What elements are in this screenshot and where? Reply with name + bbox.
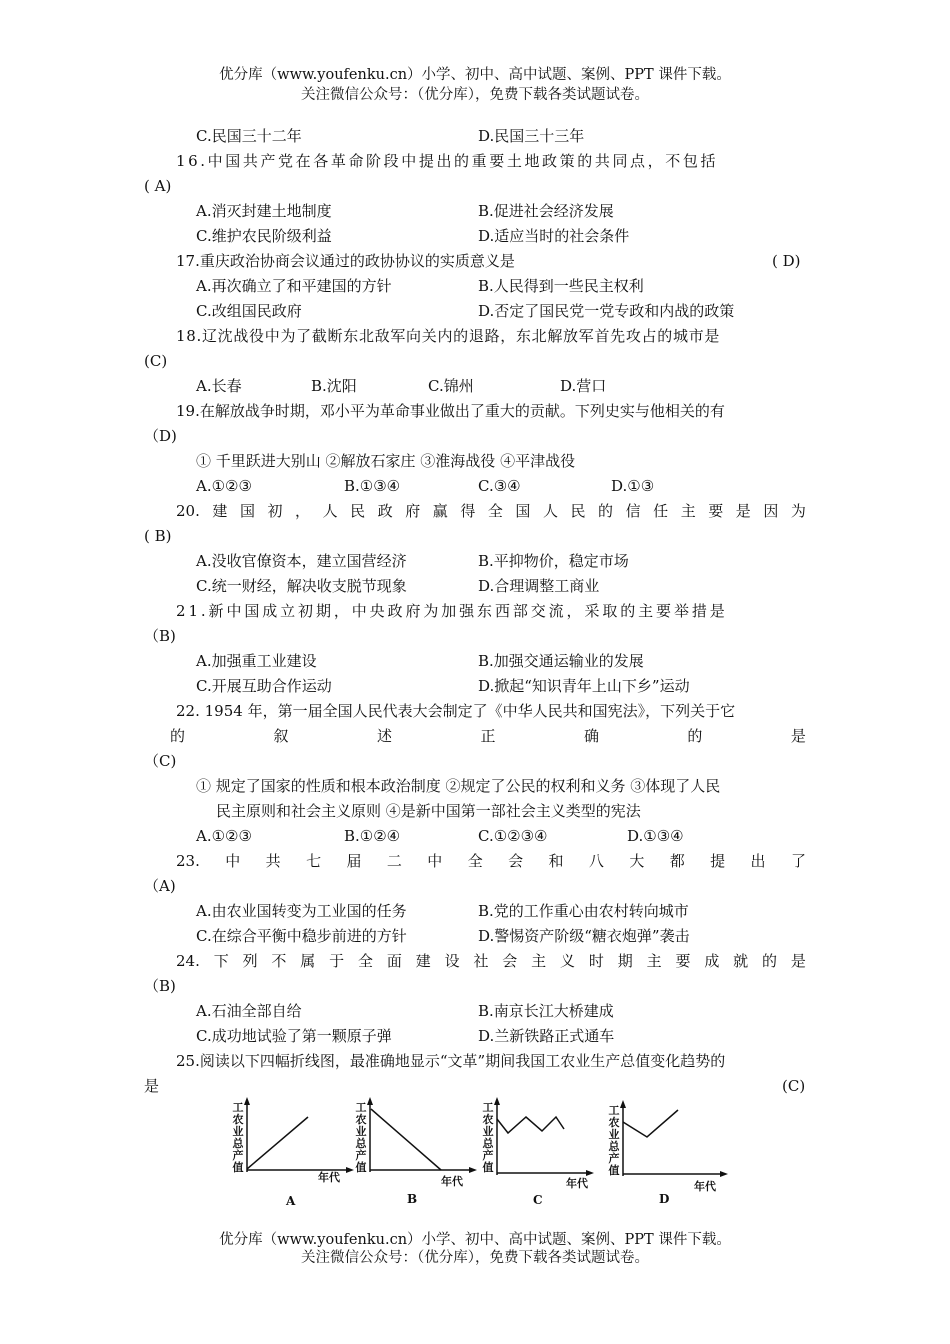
q25-stem: 25.阅读以下四幅折线图，最准确地显示“文革”期间我国工农业生产总值变化趋势的 <box>176 1052 726 1070</box>
q22-items-2: 民主原则和社会主义原则 ④是新中国第一部社会主义类型的宪法 <box>216 802 641 820</box>
graph-c-line <box>497 1117 564 1133</box>
q22-option-c: C.①②③④ <box>478 827 548 845</box>
q19-option-c: C.③④ <box>478 477 521 495</box>
q20-option-a: A.没收官僚资本，建立国营经济 <box>196 552 407 570</box>
q22-option-d: D.①③④ <box>627 827 684 845</box>
q18-option-d: D.营口 <box>560 377 607 395</box>
q20-option-d: D.合理调整工商业 <box>478 577 600 595</box>
q22-items-1: ① 规定了国家的性质和根本政治制度 ②规定了公民的权利和义务 ③体现了人民 <box>196 777 721 795</box>
graph-d-xlabel: 年代 <box>694 1180 716 1193</box>
q23-option-c: C.在综合平衡中稳步前进的方针 <box>196 927 407 945</box>
q22-stem-line2: 的 叙 述 正 确 的 是 <box>170 727 806 745</box>
q16-option-c: C.维护农民阶级利益 <box>196 227 332 245</box>
q24-option-a: A.石油全部自给 <box>196 1002 302 1020</box>
graph-a-xlabel: 年代 <box>318 1171 340 1184</box>
q21-answer: （B) <box>144 627 176 645</box>
q23-stem: 23. 中 共 七 届 二 中 全 会 和 八 大 都 提 出 了 <box>176 852 806 870</box>
q19-stem: 19.在解放战争时期，邓小平为革命事业做出了重大的贡献。下列史实与他相关的有 <box>176 402 725 420</box>
q18-answer: (C) <box>144 352 168 370</box>
q22-option-b: B.①②④ <box>344 827 401 845</box>
q21-option-c: C.开展互助合作运动 <box>196 677 332 695</box>
q22-stem: 22. 1954 年，第一届全国人民代表大会制定了《中华人民共和国宪法》，下列关于它 <box>176 702 736 720</box>
q20-answer: ( B) <box>144 527 172 545</box>
q16-answer: ( A) <box>144 177 172 195</box>
q17-option-d: D.否定了国民党一党专政和内战的政策 <box>478 302 735 320</box>
graph-d-label: D <box>659 1192 670 1206</box>
q24-stem: 24. 下 列 不 属 于 全 面 建 设 社 会 主 义 时 期 主 要 成 就 的 是 <box>176 952 806 970</box>
q20-stem: 20. 建 国 初 ， 人 民 政 府 赢 得 全 国 人 民 的 信 任 主 要 是 因 为 <box>176 502 806 520</box>
q21-option-b: B.加强交通运输业的发展 <box>478 652 644 670</box>
graph-a-label: A <box>286 1194 296 1208</box>
q20-option-b: B.平抑物价，稳定市场 <box>478 552 629 570</box>
q18-option-a: A.长春 <box>196 377 242 395</box>
q24-option-c: C.成功地试验了第一颗原子弹 <box>196 1027 392 1045</box>
graph-a-ylabel: 工农业总产值 <box>232 1101 244 1174</box>
q17-option-a: A.再次确立了和平建国的方针 <box>196 277 392 295</box>
graph-d <box>606 1100 756 1216</box>
header-line-1: 优分库（www.youfenku.cn）小学、初中、高中试题、案例、PPT 课件下载。 <box>219 67 731 83</box>
q18-option-c: C.锦州 <box>428 377 474 395</box>
footer-line-2: 关注微信公众号：（优分库），免费下载各类试题试卷。 <box>301 1250 649 1266</box>
q23-option-d: D.警惕资产阶级“糖衣炮弹”袭击 <box>478 927 690 945</box>
q19-option-a: A.①②③ <box>196 477 252 495</box>
q21-stem: 21.新中国成立初期，中央政府为加强东西部交流，采取的主要举措是 <box>176 602 728 620</box>
q24-option-d: D.兰新铁路正式通车 <box>478 1027 615 1045</box>
graph-b-xlabel: 年代 <box>441 1175 463 1188</box>
q23-option-a: A.由农业国转变为工业国的任务 <box>196 902 407 920</box>
q24-option-b: B.南京长江大桥建成 <box>478 1002 614 1020</box>
q17-option-c: C.改组国民政府 <box>196 302 302 320</box>
q16-stem: 16.中国共产党在各革命阶段中提出的重要土地政策的共同点，不包括 <box>176 152 719 170</box>
header-line-2: 关注微信公众号：（优分库），免费下载各类试题试卷。 <box>301 87 649 103</box>
q22-option-a: A.①②③ <box>196 827 252 845</box>
q24-answer: （B) <box>144 977 176 995</box>
graph-c-label: C <box>533 1193 543 1207</box>
q18-stem: 18.辽沈战役中为了截断东北敌军向关内的退路，东北解放军首先攻占的城市是 <box>176 327 721 345</box>
q19-items: ① 千里跃进大别山 ②解放石家庄 ③淮海战役 ④平津战役 <box>196 452 576 470</box>
graph-b-label: B <box>407 1192 418 1206</box>
q15-option-c: C.民国三十二年 <box>196 127 302 145</box>
q17-option-b: B.人民得到一些民主权利 <box>478 277 644 295</box>
graph-d-line <box>623 1110 678 1137</box>
q17-stem: 17.重庆政治协商会议通过的政协协议的实质意义是 <box>176 252 515 270</box>
q25-stem-line2: 是 <box>144 1077 160 1095</box>
q15-option-d: D.民国三十三年 <box>478 127 585 145</box>
q23-answer: （A) <box>144 877 176 895</box>
q19-option-d: D.①③ <box>611 477 655 495</box>
q23-option-b: B.党的工作重心由农村转向城市 <box>478 902 689 920</box>
graph-b-ylabel: 工农业总产值 <box>355 1101 367 1174</box>
graph-b-line <box>371 1109 441 1170</box>
q21-option-a: A.加强重工业建设 <box>196 652 317 670</box>
q22-answer: （C) <box>144 752 177 770</box>
q25-answer: (C) <box>782 1077 806 1095</box>
q18-option-b: B.沈阳 <box>311 377 357 395</box>
graph-a-line <box>247 1117 308 1169</box>
graph-d-ylabel: 工农业总产值 <box>608 1104 620 1177</box>
q19-answer: （D) <box>144 427 177 445</box>
q16-option-d: D.适应当时的社会条件 <box>478 227 630 245</box>
footer-line-1: 优分库（www.youfenku.cn）小学、初中、高中试题、案例、PPT 课件下载。 <box>219 1232 731 1248</box>
q17-answer: ( D) <box>772 252 801 270</box>
q21-option-d: D.掀起“知识青年上山下乡”运动 <box>478 677 690 695</box>
q20-option-c: C.统一财经，解决收支脱节现象 <box>196 577 407 595</box>
q16-option-a: A.消灭封建土地制度 <box>196 202 332 220</box>
q19-option-b: B.①③④ <box>344 477 401 495</box>
q16-option-b: B.促进社会经济发展 <box>478 202 614 220</box>
graph-d-plot <box>606 1100 756 1216</box>
graph-c-xlabel: 年代 <box>566 1177 588 1190</box>
graph-c-ylabel: 工农业总产值 <box>482 1101 494 1174</box>
